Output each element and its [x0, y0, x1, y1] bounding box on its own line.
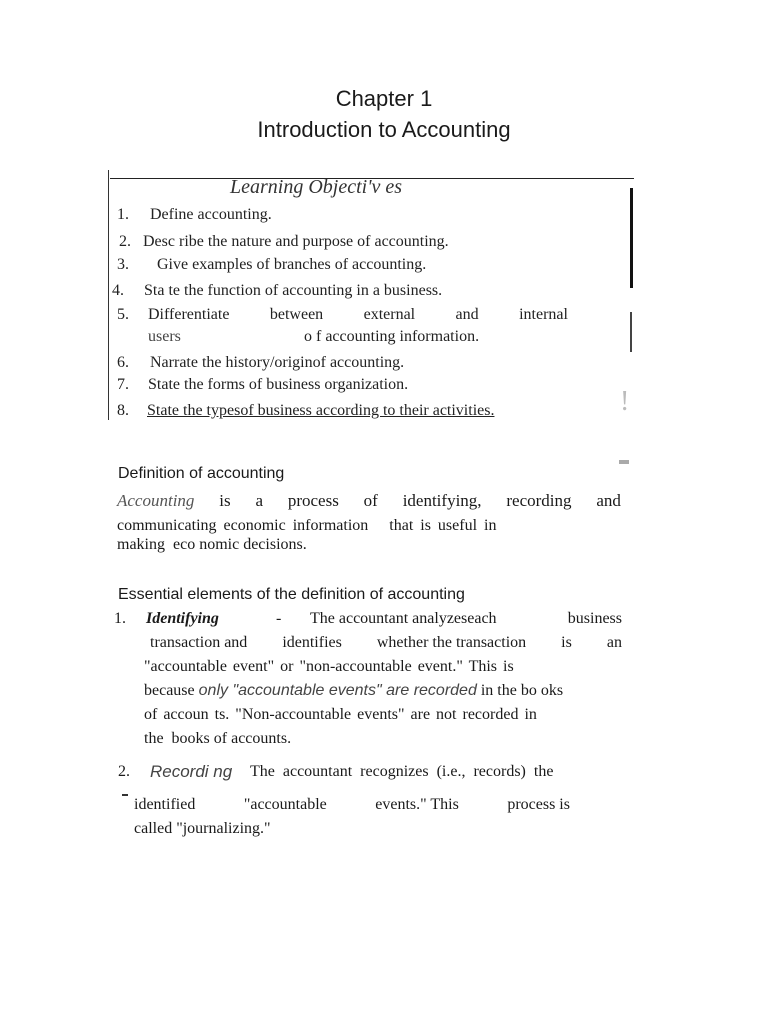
objective-item	[112, 282, 442, 300]
list-number: 1.	[114, 610, 126, 627]
term-dash: -	[276, 610, 282, 627]
objective-text: State the typesof business according to their activities.	[147, 402, 495, 419]
objective-word: external	[363, 306, 416, 323]
objective-number: 8.	[117, 402, 129, 419]
item-line: "accountable event" or "non-accountable event." This is	[144, 658, 514, 675]
item-word: transaction and	[150, 634, 248, 651]
objectives-right-rule-lower	[630, 312, 632, 352]
item-word: business	[567, 610, 622, 627]
scan-mark: !	[620, 386, 630, 417]
objective-number: 5.	[117, 306, 129, 323]
definition-word: identifying,	[402, 491, 482, 510]
definition-word: is	[219, 491, 231, 510]
section-heading-essential: Essential elements of the definition of accounting	[118, 586, 465, 603]
definition-term: Accounting	[117, 491, 195, 510]
scan-mark	[122, 794, 128, 796]
objective-number: 7.	[117, 376, 129, 393]
objective-text: Desc ribe the nature and purpose of accounting.	[143, 233, 449, 250]
term-identifying: Identifying	[146, 610, 219, 627]
chapter-number: Chapter 1	[335, 86, 433, 111]
objective-text: Give examples of branches of accounting.	[157, 256, 427, 273]
definition-word: recording	[506, 491, 572, 510]
objective-number: 3.	[117, 256, 129, 273]
item-line: The accountant recognizes (i.e., records) the	[250, 763, 554, 780]
item-text	[310, 610, 622, 628]
item-word: is	[561, 634, 572, 651]
item-line: the books of accounts.	[144, 730, 292, 747]
scan-mark	[619, 460, 629, 464]
objective-text: users	[148, 328, 181, 345]
definition-line: communicating economic information that is useful in	[117, 517, 497, 534]
objective-number: 2.	[119, 233, 131, 250]
item-text: in the bo oks	[476, 682, 564, 699]
objective-item	[117, 402, 494, 420]
objective-item	[119, 233, 449, 251]
item-word: identified	[134, 796, 196, 813]
objective-item	[148, 306, 568, 324]
objective-number: 4.	[112, 282, 124, 299]
section-heading-definition: Definition of accounting	[118, 465, 285, 482]
objective-word: Differentiate	[148, 306, 230, 323]
item-word: identifies	[282, 634, 342, 651]
objective-text: State the forms of business organization.	[148, 376, 409, 393]
objectives-heading: Learning Objecti'v es	[230, 176, 403, 198]
objective-word: and	[455, 306, 479, 323]
definition-word: of	[363, 491, 378, 510]
definition-word: and	[596, 491, 621, 510]
item-word: events." This	[375, 796, 459, 813]
objective-number: 1.	[117, 206, 129, 223]
item-emphasis: only "accountable events" are recorded	[198, 682, 477, 699]
list-number: 2.	[118, 763, 130, 780]
objective-item	[117, 256, 426, 274]
item-word: an	[606, 634, 622, 651]
term-recording: Recordi ng	[150, 762, 233, 781]
chapter-title: Introduction to Accounting	[257, 117, 511, 142]
objective-word: internal	[519, 306, 568, 323]
item-word: "accountable	[243, 796, 327, 813]
objectives-right-rule	[630, 188, 633, 288]
item-line: called "journalizing."	[134, 820, 271, 837]
objectives-left-rule	[108, 170, 109, 420]
item-line	[144, 682, 563, 700]
item-line	[134, 796, 570, 814]
objective-number: 6.	[117, 354, 129, 371]
definition-line	[117, 491, 621, 511]
item-word: process is	[507, 796, 570, 813]
objective-text: o f accounting information.	[304, 328, 480, 345]
item-text: because	[144, 682, 199, 699]
definition-word: process	[287, 491, 339, 510]
objective-text: Define accounting.	[150, 206, 272, 223]
item-line: of accoun ts. "Non-accountable events" are not recorded in	[144, 706, 537, 723]
objective-word: between	[269, 306, 324, 323]
objective-item	[117, 354, 404, 372]
item-word: whether the transaction	[376, 634, 527, 651]
objective-item	[117, 376, 408, 394]
definition-word: a	[255, 491, 263, 510]
objective-item	[117, 206, 272, 224]
list-item-identifying	[146, 610, 622, 628]
objective-text: Sta te the function of accounting in a business.	[144, 282, 443, 299]
definition-line: making eco nomic decisions.	[117, 536, 307, 553]
item-word: The accountant analyzeseach	[310, 610, 497, 627]
objective-text: Narrate the history/originof accounting.	[150, 354, 405, 371]
item-line	[150, 634, 622, 652]
